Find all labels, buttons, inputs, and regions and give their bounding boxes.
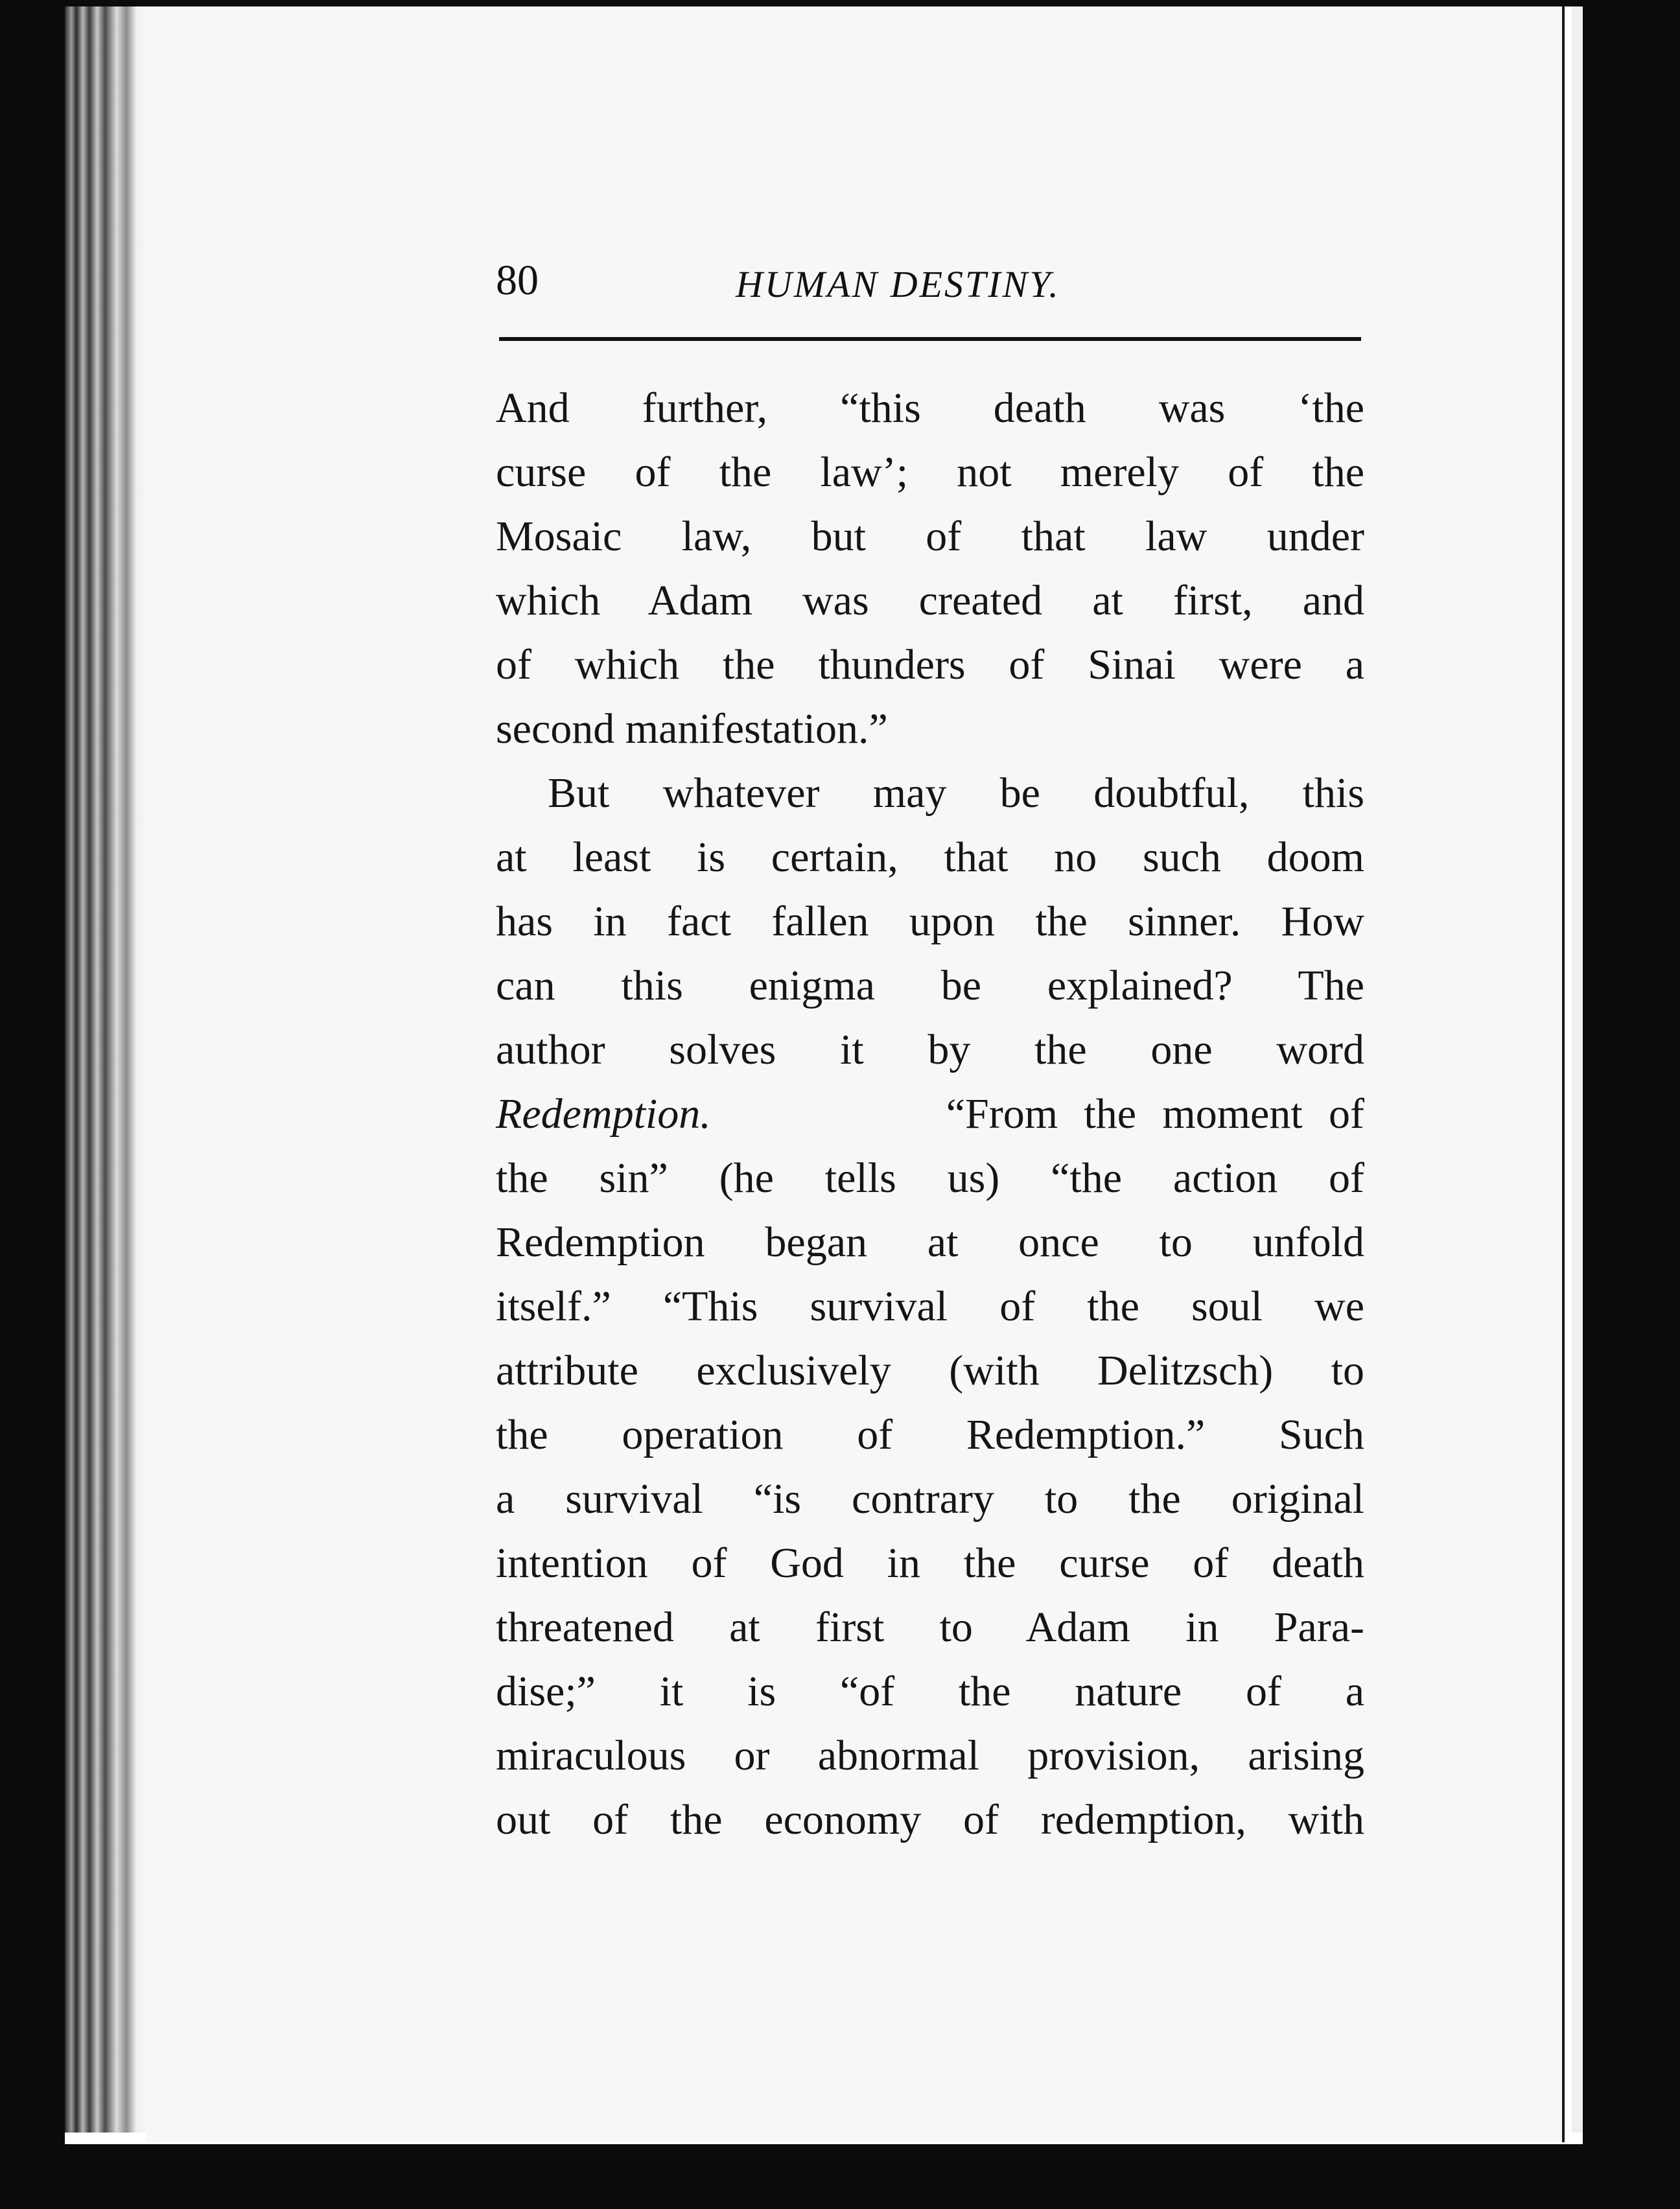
running-head xyxy=(496,256,1361,314)
scan-edge-bottom xyxy=(0,2144,1680,2209)
text-line: attribute exclusively (with Delitzsch) to xyxy=(496,1347,1364,1394)
text-line: second manifestation.” xyxy=(496,705,888,753)
text-line: Redemption began at once to unfold xyxy=(496,1219,1364,1266)
text-line: intention of God in the curse of death xyxy=(496,1539,1364,1587)
text-line: threatened at first to Adam in Para- xyxy=(496,1604,1364,1651)
text-line: the operation of Redemption.” Such xyxy=(496,1411,1364,1458)
text-line: Mosaic law, but of that law under xyxy=(496,513,1364,560)
italic-word: Redemption. xyxy=(496,1090,711,1138)
text-line: can this enigma be explained? The xyxy=(496,962,1364,1009)
text-line: at least is certain, that no such doom xyxy=(496,834,1364,881)
text-line-rest: “From the moment of xyxy=(946,1090,1364,1138)
text-line: itself.” “This survival of the soul we xyxy=(496,1283,1364,1330)
text-line: a survival “is contrary to the original xyxy=(496,1475,1364,1523)
text-line: of which the thunders of Sinai were a xyxy=(496,641,1364,688)
text-line: author solves it by the one word xyxy=(496,1026,1364,1073)
running-title: HUMAN DESTINY. xyxy=(736,263,1060,305)
header-rule xyxy=(499,337,1361,341)
text-line: And further, “this death was ‘the xyxy=(496,384,1364,432)
text-line: has in fact fallen upon the sinner. How xyxy=(496,898,1364,945)
text-line: which Adam was created at first, and xyxy=(496,577,1364,624)
text-line: out of the economy of redemption, with xyxy=(496,1796,1364,1843)
scan-edge-top xyxy=(0,0,1680,6)
text-line: curse of the law’; not merely of the xyxy=(496,449,1364,496)
page-block-edges xyxy=(65,6,146,2133)
text-line: But whatever may be doubtful, this xyxy=(548,769,1364,817)
scan-edge-left xyxy=(0,0,65,2209)
scan-edge-right xyxy=(1583,0,1680,2209)
text-line: dise;” it is “of the nature of a xyxy=(496,1668,1364,1715)
page-number: 80 xyxy=(496,257,539,304)
body-text xyxy=(496,376,1364,1852)
text-line-with-italic xyxy=(496,1082,1364,1146)
text-line: miraculous or abnormal provision, arising xyxy=(496,1732,1364,1779)
text-line: the sin” (he tells us) “the action of xyxy=(496,1154,1364,1202)
